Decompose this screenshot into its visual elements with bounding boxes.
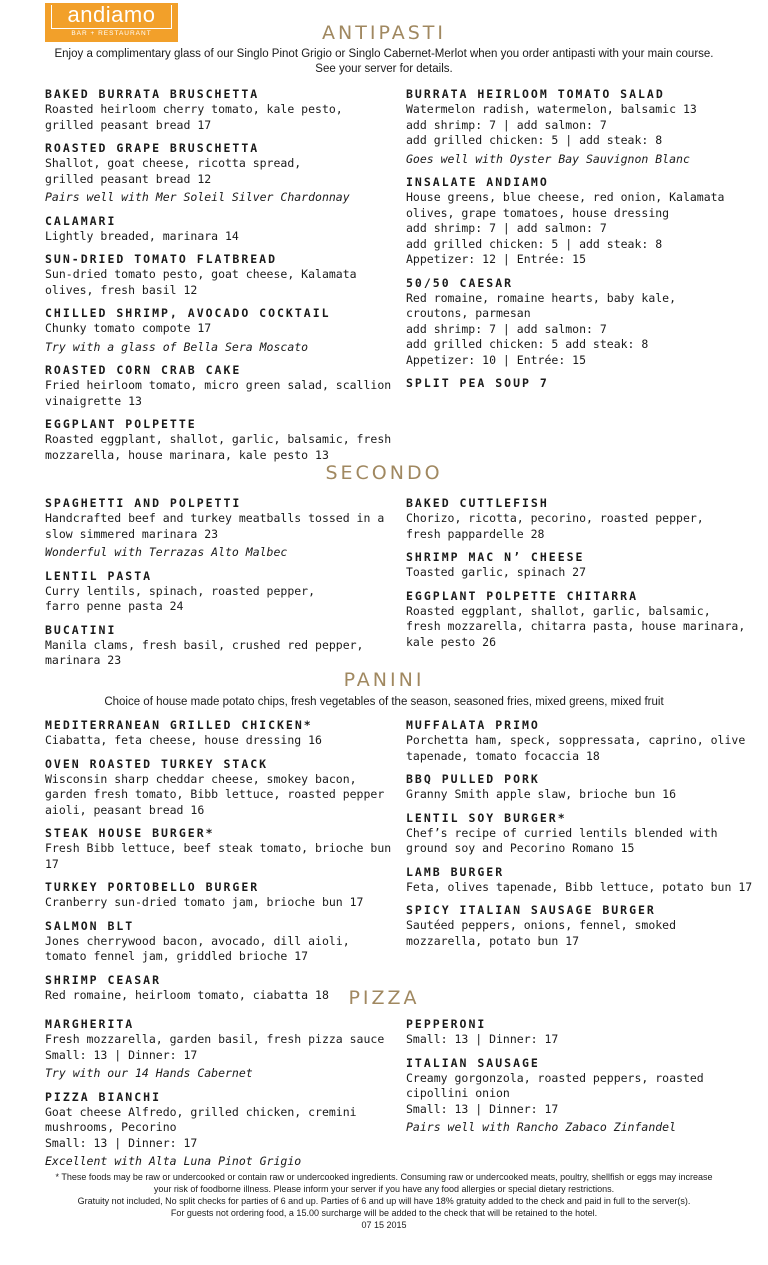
menu-item-description: Creamy gorgonzola, roasted peppers, roasted bbox=[406, 1070, 704, 1085]
menu-item-description: garden fresh tomato, Bibb lettuce, roasted pepper bbox=[45, 787, 385, 801]
menu-item-description: Small: 13 | Dinner: 17 bbox=[406, 1101, 559, 1116]
menu-item-name: STEAK HOUSE BURGER* bbox=[45, 826, 215, 840]
wine-pairing: Pairs well with Rancho Zabaco Zinfandel bbox=[406, 1120, 677, 1134]
menu-item-description: croutons, parmesan bbox=[406, 306, 531, 320]
menu-item bbox=[45, 213, 405, 245]
panini-right-column bbox=[406, 717, 766, 956]
menu-item-description: Roasted eggplant, shallot, garlic, balsamic, fresh bbox=[45, 432, 392, 446]
pizza-left-column bbox=[45, 1016, 405, 1177]
menu-item-description: Chorizo, ricotta, pecorino, roasted pepper, bbox=[406, 511, 704, 525]
menu-item-description: Fresh mozzarella, garden basil, fresh pizza sauce bbox=[45, 1032, 385, 1046]
menu-item-description: Small: 13 | Dinner: 17 bbox=[45, 1135, 198, 1150]
menu-item-description: Ciabatta, feta cheese, house dressing 16 bbox=[45, 733, 322, 747]
menu-item-description: marinara 23 bbox=[45, 653, 122, 667]
menu-item-description: Cranberry sun-dried tomato jam, brioche bun 17 bbox=[45, 895, 364, 909]
menu-item-name: BURRATA HEIRLOOM TOMATO SALAD bbox=[406, 87, 665, 101]
menu-item bbox=[45, 879, 405, 911]
menu-item-name: BAKED CUTTLEFISH bbox=[406, 496, 549, 510]
menu-item-description: Chef’s recipe of curried lentils blended with bbox=[406, 825, 718, 840]
panini-note bbox=[0, 695, 768, 710]
menu-item bbox=[45, 918, 405, 965]
menu-item-name: INSALATE ANDIAMO bbox=[406, 175, 549, 189]
pizza-title: PIZZA bbox=[348, 987, 420, 1009]
menu-item-description: Granny Smith apple slaw, brioche bun 16 bbox=[406, 787, 677, 801]
menu-item-name: LENTIL SOY BURGER* bbox=[406, 810, 567, 825]
menu-item-description: Wisconsin sharp cheddar cheese, smokey bacon, bbox=[45, 771, 357, 786]
menu-item-description: Appetizer: 12 | Entrée: 15 bbox=[406, 252, 587, 266]
menu-item bbox=[406, 810, 766, 857]
footer-line: For guests not ordering food, a 15.00 surcharge will be added to the check that will be retained to the hotel. bbox=[170, 1208, 598, 1218]
menu-item bbox=[45, 825, 405, 872]
menu-item-description: Sun-dried tomato pesto, goat cheese, Kalamata bbox=[45, 267, 357, 281]
menu-item bbox=[45, 86, 405, 133]
menu-item-description: add shrimp: 7 | add salmon: 7 bbox=[406, 117, 607, 132]
footer-line: Gratuity not included, No split checks for parties of 6 and up. Parties of 6 and up will have 18% gratuity added to the check and paid in full to the server(s). bbox=[77, 1196, 691, 1206]
menu-item-description: farro penne pasta 24 bbox=[45, 599, 184, 613]
menu-item bbox=[406, 588, 766, 651]
menu-item bbox=[406, 86, 766, 167]
menu-item-description: Lightly breaded, marinara 14 bbox=[45, 228, 239, 243]
menu-item-name: ITALIAN SAUSAGE bbox=[406, 1055, 540, 1070]
menu-item-description: Shallot, goat cheese, ricotta spread, bbox=[45, 156, 302, 170]
wine-pairing: Try with a glass of Bella Sera Moscato bbox=[45, 339, 309, 354]
menu-item-name: MEDITERRANEAN GRILLED CHICKEN* bbox=[45, 718, 313, 732]
menu-item-description: Handcrafted beef and turkey meatballs tossed in a bbox=[45, 511, 385, 525]
menu-item-description: Feta, olives tapenade, Bibb lettuce, potato bun 17 bbox=[406, 879, 753, 894]
menu-item bbox=[45, 140, 405, 206]
menu-item-description: Roasted heirloom cherry tomato, kale pesto, bbox=[45, 102, 343, 116]
wine-pairing: Wonderful with Terrazas Alto Malbec bbox=[45, 545, 288, 559]
menu-item bbox=[45, 251, 405, 298]
menu-item-description: Red romaine, romaine hearts, baby kale, bbox=[406, 290, 677, 305]
menu-item-name: SHRIMP MAC N’ CHEESE bbox=[406, 550, 585, 564]
menu-item-name: EGGPLANT POLPETTE CHITARRA bbox=[406, 588, 639, 603]
menu-item-description: mozzarella, potato bun 17 bbox=[406, 933, 580, 948]
menu-item bbox=[406, 902, 766, 949]
menu-item bbox=[45, 495, 405, 561]
menu-item bbox=[406, 174, 766, 268]
secondo-left-column bbox=[45, 495, 405, 676]
menu-item-name: PEPPERONI bbox=[406, 1017, 487, 1031]
menu-item-description: slow simmered marinara 23 bbox=[45, 526, 219, 541]
logo-tagline: BAR + RESTAURANT bbox=[71, 30, 152, 37]
menu-item bbox=[406, 864, 766, 896]
menu-item-description: Goat cheese Alfredo, grilled chicken, cremini bbox=[45, 1104, 357, 1119]
menu-item-description: Curry lentils, spinach, roasted pepper, bbox=[45, 583, 316, 598]
menu-item-description: Toasted garlic, spinach 27 bbox=[406, 565, 587, 579]
menu-item bbox=[45, 756, 405, 819]
menu-item-description: Porchetta ham, speck, soppressata, caprino, olive bbox=[406, 733, 746, 747]
menu-item bbox=[406, 375, 766, 391]
menu-item-name: MUFFALATA PRIMO bbox=[406, 718, 540, 732]
menu-item-description: grilled peasant bread 12 bbox=[45, 171, 212, 186]
menu-item-name: SPICY ITALIAN SAUSAGE BURGER bbox=[406, 903, 656, 917]
menu-item-description: olives, grape tomatoes, house dressing bbox=[406, 205, 670, 220]
wine-pairing: Excellent with Alta Luna Pinot Grigio bbox=[45, 1154, 302, 1168]
menu-item-description: Jones cherrywood bacon, avocado, dill aioli, bbox=[45, 933, 350, 948]
menu-item-description: Sautéed peppers, onions, fennel, smoked bbox=[406, 918, 677, 932]
menu-item-description: add grilled chicken: 5 add steak: 8 bbox=[406, 337, 649, 351]
menu-item-description: olives, fresh basil 12 bbox=[45, 282, 198, 297]
menu-item-description: Appetizer: 10 | Entrée: 15 bbox=[406, 352, 587, 367]
antipasti-note bbox=[0, 47, 768, 77]
menu-item bbox=[45, 717, 405, 749]
menu-item-description: vinaigrette 13 bbox=[45, 393, 142, 408]
menu-item-name: BUCATINI bbox=[45, 622, 117, 637]
menu-item bbox=[406, 1016, 766, 1048]
menu-item-name: 50/50 CAESAR bbox=[406, 275, 514, 290]
menu-item-name: CHILLED SHRIMP, AVOCADO COCKTAIL bbox=[45, 306, 331, 320]
menu-item-name: MARGHERITA bbox=[45, 1017, 135, 1031]
menu-item-name: TURKEY PORTOBELLO BURGER bbox=[45, 880, 260, 894]
menu-item-description: fresh mozzarella, chitarra pasta, house marinara, bbox=[406, 619, 746, 633]
note-line: Enjoy a complimentary glass of our Singlo Pinot Grigio or Singlo Cabernet-Merlot when you order antipasti with your main course. bbox=[54, 48, 714, 60]
pizza-right-column bbox=[406, 1016, 766, 1143]
menu-item bbox=[406, 1055, 766, 1136]
menu-item-description: add grilled chicken: 5 | add steak: 8 bbox=[406, 133, 663, 147]
antipasti-right-column bbox=[406, 86, 766, 398]
footer-disclaimer bbox=[0, 1171, 768, 1231]
menu-item-name: OVEN ROASTED TURKEY STACK bbox=[45, 756, 269, 771]
secondo-right-column bbox=[406, 495, 766, 657]
antipasti-left-column bbox=[45, 86, 405, 470]
menu-item-description: cipollini onion bbox=[406, 1086, 510, 1100]
menu-item-name: ROASTED CORN CRAB CAKE bbox=[45, 363, 242, 377]
menu-item-description: add shrimp: 7 | add salmon: 7 bbox=[406, 221, 607, 235]
note-line: See your server for details. bbox=[315, 63, 453, 75]
footer-line: * These foods may be raw or undercooked or contain raw or undercooked ingredients. Consuming raw or undercooked meats, poultry, shellfish or eggs may increase bbox=[55, 1172, 713, 1182]
menu-item bbox=[45, 622, 405, 669]
menu-item-description: ground soy and Pecorino Romano 15 bbox=[406, 841, 635, 855]
menu-item-name: BBQ PULLED PORK bbox=[406, 772, 540, 786]
menu-item-name: LENTIL PASTA bbox=[45, 568, 153, 583]
menu-item bbox=[406, 549, 766, 581]
menu-item-description: tapenade, tomato focaccia 18 bbox=[406, 748, 600, 763]
menu-item bbox=[45, 1089, 405, 1170]
menu-item bbox=[45, 568, 405, 615]
menu-item-description: fresh pappardelle 28 bbox=[406, 526, 545, 541]
menu-item bbox=[45, 1016, 405, 1082]
menu-item-description: mushrooms, Pecorino bbox=[45, 1120, 177, 1134]
menu-item-description: House greens, blue cheese, red onion, Kalamata bbox=[406, 190, 725, 204]
menu-item-description: kale pesto 26 bbox=[406, 634, 497, 649]
secondo-title: SECONDO bbox=[325, 462, 443, 484]
logo-name: andiamo bbox=[51, 5, 172, 29]
menu-item-description: Roasted eggplant, shallot, garlic, balsamic, bbox=[406, 603, 711, 618]
menu-item-name: SPAGHETTI AND POLPETTI bbox=[45, 496, 242, 510]
menu-item bbox=[406, 495, 766, 542]
menu-item-description: aioli, peasant bread 16 bbox=[45, 802, 205, 817]
menu-item-description: add shrimp: 7 | add salmon: 7 bbox=[406, 321, 607, 336]
menu-item-name: CALAMARI bbox=[45, 213, 117, 228]
menu-item bbox=[406, 275, 766, 369]
menu-item-description: Manila clams, fresh basil, crushed red pepper, bbox=[45, 637, 364, 652]
menu-item-description: Fried heirloom tomato, micro green salad, scallion bbox=[45, 378, 392, 392]
menu-item-description: Small: 13 | Dinner: 17 bbox=[45, 1047, 198, 1062]
menu-item-name: SUN-DRIED TOMATO FLATBREAD bbox=[45, 252, 278, 266]
menu-item-name: LAMB BURGER bbox=[406, 864, 505, 879]
menu-item-description: grilled peasant bread 17 bbox=[45, 117, 212, 132]
menu-item-description: Watermelon radish, watermelon, balsamic 13 bbox=[406, 102, 697, 116]
menu-item bbox=[45, 362, 405, 409]
menu-item-description: Red romaine, heirloom tomato, ciabatta 18 bbox=[45, 987, 329, 1002]
footer-date: 07 15 2015 bbox=[361, 1220, 407, 1230]
menu-item-name: BAKED BURRATA BRUSCHETTA bbox=[45, 87, 260, 101]
menu-item-description: add grilled chicken: 5 | add steak: 8 bbox=[406, 236, 663, 251]
menu-item bbox=[406, 771, 766, 803]
menu-item-name: ROASTED GRAPE BRUSCHETTA bbox=[45, 141, 260, 155]
menu-item-name: SALMON BLT bbox=[45, 918, 135, 933]
menu-item-description: Fresh Bibb lettuce, beef steak tomato, brioche bun 17 bbox=[45, 841, 392, 871]
menu-item bbox=[45, 416, 405, 463]
antipasti-title: ANTIPASTI bbox=[322, 22, 446, 44]
panini-left-column bbox=[45, 717, 405, 1010]
wine-pairing: Pairs well with Mer Soleil Silver Chardonnay bbox=[45, 190, 350, 204]
wine-pairing: Try with our 14 Hands Cabernet bbox=[45, 1066, 253, 1080]
note-line: Choice of house made potato chips, fresh vegetables of the season, seasoned fries, mixed greens, mixed fruit bbox=[104, 696, 664, 708]
menu-item-name: EGGPLANT POLPETTE bbox=[45, 417, 197, 431]
menu-item-name: SPLIT PEA SOUP 7 bbox=[406, 376, 549, 390]
wine-pairing: Goes well with Oyster Bay Sauvignon Blanc bbox=[406, 151, 690, 166]
menu-item-description: Small: 13 | Dinner: 17 bbox=[406, 1032, 559, 1046]
menu-item-name: SHRIMP CEASAR bbox=[45, 972, 162, 987]
menu-item-description: mozzarella, house marinara, kale pesto 13 bbox=[45, 447, 329, 462]
menu-item bbox=[45, 305, 405, 355]
footer-line: your risk of foodborne illness. Please inform your server if you have any food allergies or special dietary restrictions. bbox=[153, 1184, 615, 1194]
menu-item-description: Chunky tomato compote 17 bbox=[45, 321, 212, 335]
panini-title: PANINI bbox=[343, 669, 425, 691]
menu-item-description: tomato fennel jam, griddled brioche 17 bbox=[45, 949, 309, 963]
menu-item-name: PIZZA BIANCHI bbox=[45, 1089, 162, 1104]
menu-item bbox=[406, 717, 766, 764]
